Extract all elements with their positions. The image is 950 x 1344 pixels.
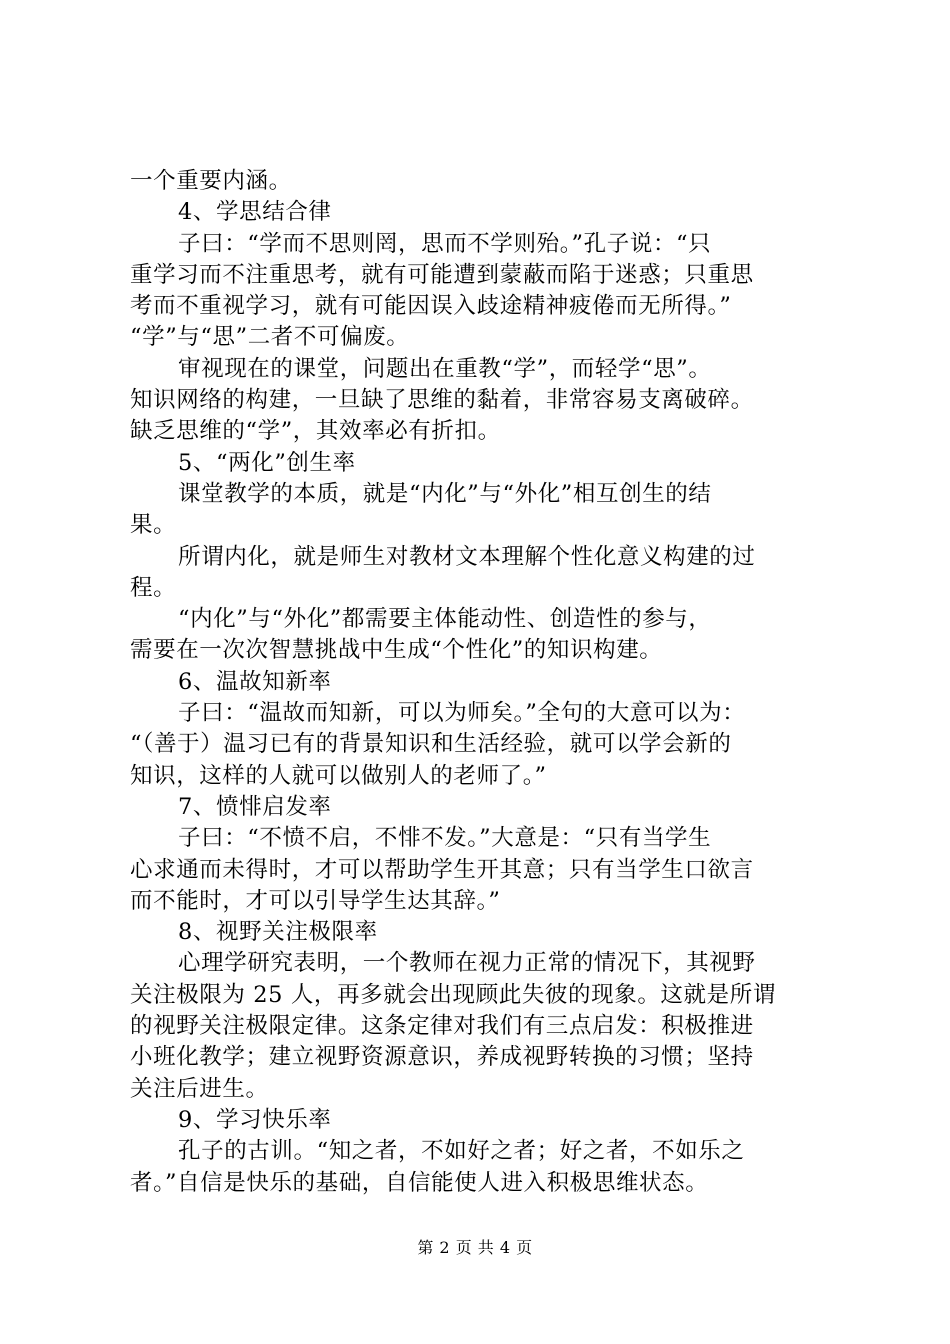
text-line: 孔子的古训。“知之者，不如好之者；好之者，不如乐之 bbox=[178, 1138, 745, 1165]
text-line: 小班化教学；建立视野资源意识，养成视野转换的习惯；坚持 bbox=[130, 1044, 754, 1071]
section-heading-9: 9、学习快乐率 bbox=[178, 1106, 332, 1133]
text-line: 程。 bbox=[130, 574, 177, 601]
text-line: 而不能时，才可以引导学生达其辞。” bbox=[130, 887, 501, 914]
text-line: 子曰：“温故而知新，可以为师矣。”全句的大意可以为： bbox=[178, 700, 746, 727]
text-line: 关注极限为 25 人，再多就会出现顾此失彼的现象。这就是所谓 bbox=[130, 981, 776, 1008]
page-number-footer: 第 2 页 共 4 页 bbox=[417, 1238, 533, 1257]
text-line: 审视现在的课堂，问题出在重教“学”，而轻学“思”。 bbox=[178, 355, 712, 382]
section-heading-8: 8、视野关注极限率 bbox=[178, 919, 378, 946]
text-line: 心理学研究表明，一个教师在视力正常的情况下，其视野 bbox=[178, 950, 756, 977]
text-line: 果。 bbox=[130, 512, 177, 539]
text-line: 所谓内化，就是师生对教材文本理解个性化意义构建的过 bbox=[178, 543, 756, 570]
text-line: 者。”自信是快乐的基础，自信能使人进入积极思维状态。 bbox=[130, 1169, 709, 1196]
text-line: 重学习而不注重思考，就有可能遭到蒙蔽而陷于迷惑；只重思 bbox=[130, 261, 754, 288]
text-line: 关注后进生。 bbox=[130, 1075, 269, 1102]
section-heading-5: 5、“两化”创生率 bbox=[178, 449, 356, 476]
body-text bbox=[130, 166, 836, 1199]
text-line: 的视野关注极限定律。这条定律对我们有三点启发：积极推进 bbox=[130, 1013, 754, 1040]
text-line: 课堂教学的本质，就是“内化”与“外化”相互创生的结 bbox=[178, 480, 712, 507]
section-heading-7: 7、愤悱启发率 bbox=[178, 793, 332, 820]
text-line: 子曰：“学而不思则罔，思而不学则殆。”孔子说：“只 bbox=[178, 230, 712, 257]
text-line: 一个重要内涵。 bbox=[130, 168, 292, 194]
text-line: 心求通而未得时，才可以帮助学生开其意；只有当学生口欲言 bbox=[130, 856, 754, 883]
text-line: 知识网络的构建，一旦缺了思维的黏着，非常容易支离破碎。 bbox=[130, 387, 754, 414]
text-line: 知识，这样的人就可以做别人的老师了。” bbox=[130, 762, 547, 789]
text-line: 子曰：“不愤不启，不悱不发。”大意是：“只有当学生 bbox=[178, 825, 712, 852]
text-line: 需要在一次次智慧挑战中生成“个性化”的知识构建。 bbox=[130, 637, 663, 664]
section-heading-6: 6、温故知新率 bbox=[178, 668, 332, 695]
text-line: “（善于）温习已有的背景知识和生活经验，就可以学会新的 bbox=[130, 731, 732, 758]
text-line: “学”与“思”二者不可偏废。 bbox=[130, 324, 410, 351]
text-line: 缺乏思维的“学”，其效率必有折扣。 bbox=[130, 418, 501, 445]
text-line: 考而不重视学习，就有可能因误入歧途精神疲倦而无所得。” bbox=[130, 293, 732, 320]
section-heading-4: 4、学思结合律 bbox=[178, 199, 332, 226]
text-line: “内化”与“外化”都需要主体能动性、创造性的参与， bbox=[178, 606, 712, 633]
